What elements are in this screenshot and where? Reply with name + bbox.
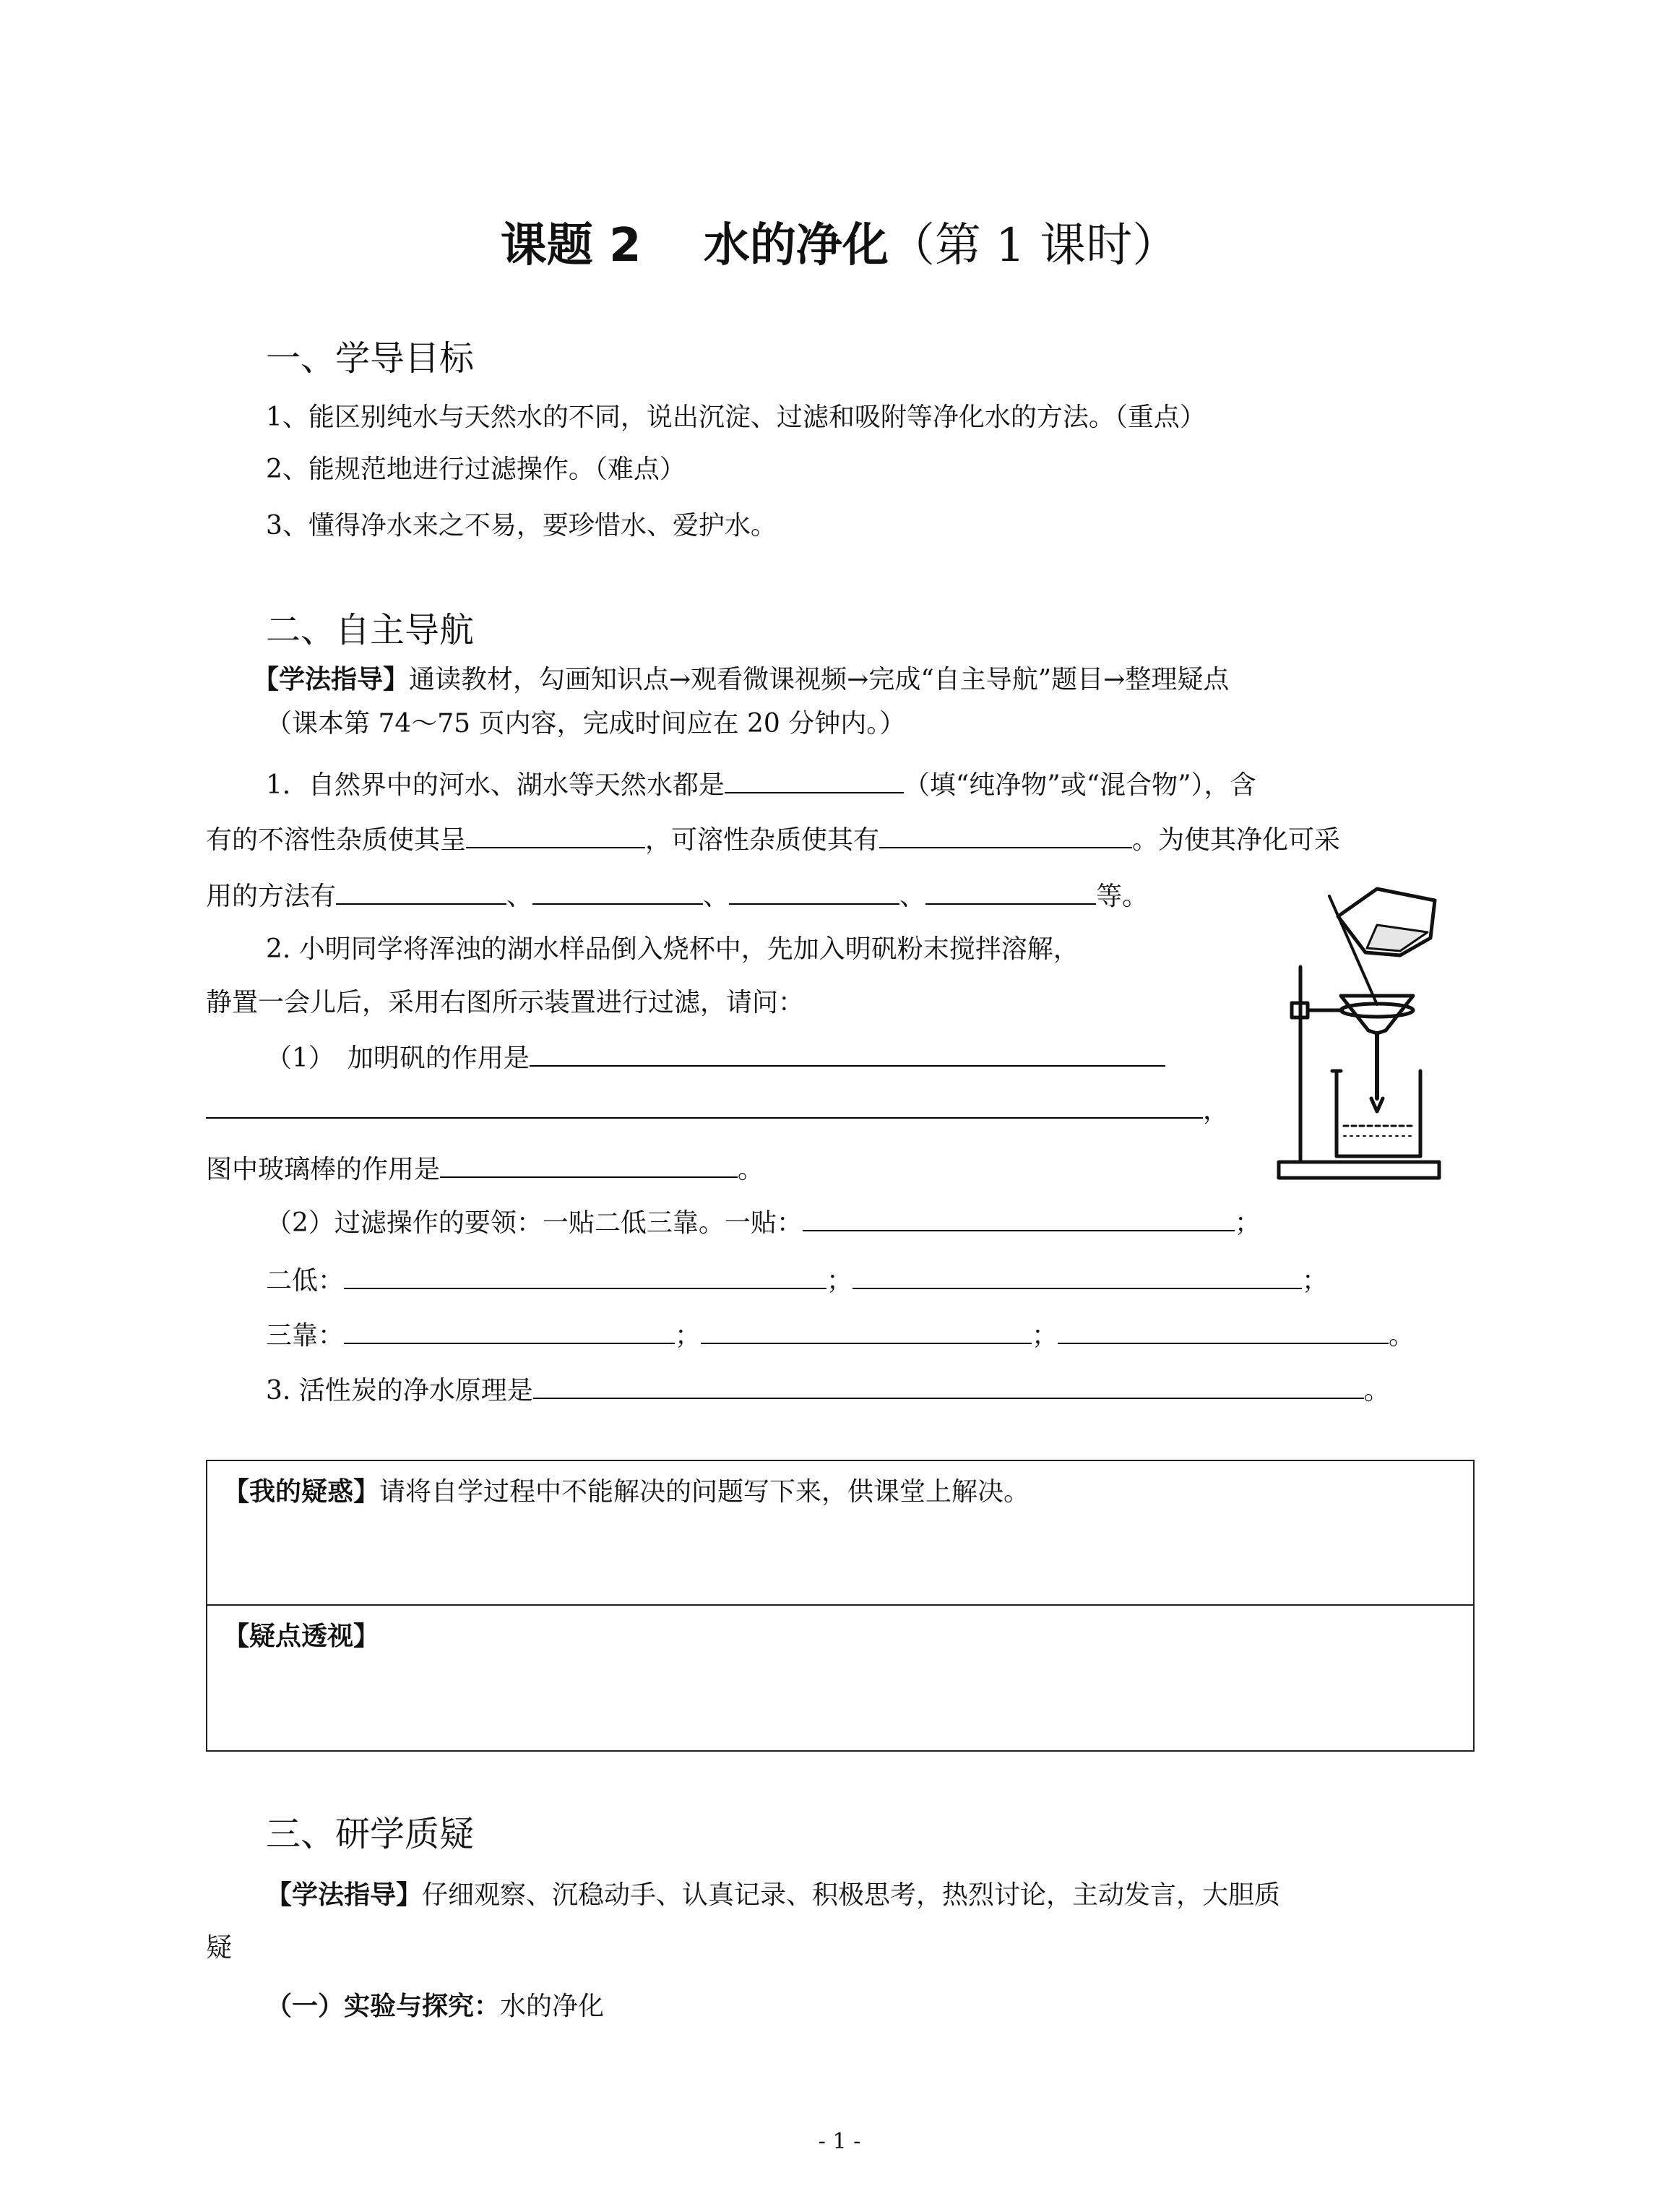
glass-rod [1329,896,1377,1004]
blank-field[interactable] [925,876,1096,905]
blank-field[interactable] [532,876,703,905]
blank-field[interactable] [533,1370,1364,1399]
page-title [0,217,1679,275]
blank-field[interactable] [206,1090,1203,1119]
objective-1: 1、能区别纯水与天然水的不同，说出沉淀、过滤和吸附等净化水的方法。（重点） [266,403,1206,432]
blank-field[interactable] [336,876,506,905]
blank-field[interactable] [729,876,899,905]
question-2-part1-cont: ， [206,1090,1229,1128]
section1-heading: 一、学导目标 [266,338,475,379]
study-guide-text: 通读教材，勾画知识点→观看微课视频→完成“自主导航”题目→整理疑点 [409,665,1230,694]
blank-field[interactable] [344,1315,675,1344]
study-guide [253,662,1229,697]
question-3: 3. 活性炭的净水原理是 。 [266,1370,1390,1408]
section3-study-guide-cont: 疑 [206,1933,233,1963]
blank-field[interactable] [1058,1315,1389,1344]
question-1-line2: 有的不溶性杂质使其呈 ，可溶性杂质使其有 。为使其净化可采 [206,819,1340,858]
doubts-box[interactable] [206,1460,1475,1606]
question-2-line1: 2. 小明同学将浑浊的湖水样品倒入烧杯中，先加入明矾粉末搅拌溶解， [266,934,1079,964]
blank-field[interactable] [466,819,645,848]
blank-field[interactable] [440,1149,738,1178]
title-main: 课题 2 水的净化 [500,219,889,272]
blank-field[interactable] [701,1315,1032,1344]
section3-heading: 三、研学质疑 [266,1814,475,1854]
doubts-label: 【我的疑惑】请将自学过程中不能解决的问题写下来，供课堂上解决。 [223,1476,1030,1507]
objective-2: 2、能规范地进行过滤操作。（难点） [266,455,686,484]
question-2-three-lean: 三靠： ； ； 。 [266,1315,1415,1354]
doubt-analysis-box[interactable] [206,1604,1475,1752]
experiment-heading: （一）实验与探究：水的净化 [266,1991,605,2021]
question-2-line2: 静置一会儿后，采用右图所示装置进行过滤，请问： [206,988,805,1017]
question-1-line3: 用的方法有 、 、 、 等。 [206,876,1148,914]
question-1-line1: 1．自然界中的河水、湖水等天然水都是 （填“纯净物”或“混合物”），含 [266,765,1256,803]
doubt-analysis-label: 【疑点透视】 [223,1621,380,1651]
blank-field[interactable] [725,765,904,793]
question-2-two-low: 二低： ； ； [266,1260,1328,1299]
stand-base [1279,1162,1439,1178]
question-2-part1: （1） 加明矾的作用是 [266,1038,1165,1076]
blank-field[interactable] [879,819,1132,848]
blank-field[interactable] [853,1260,1302,1289]
question-2-part1b: 图中玻璃棒的作用是 。 [206,1149,764,1187]
title-sub: （第 1 课时） [888,219,1179,272]
blank-field[interactable] [344,1260,826,1289]
blank-field[interactable] [803,1202,1235,1231]
objective-3: 3、懂得净水来之不易，要珍惜水、爱护水。 [266,511,777,541]
blank-field[interactable] [530,1038,1165,1067]
section3-study-guide: 【学法指导】仔细观察、沉稳动手、认真记录、积极思考，热烈讨论，主动发言，大胆质 [266,1880,1281,1910]
question-2-part2: （2）过滤操作的要领：一贴二低三靠。一贴： ； [266,1202,1261,1241]
filtration-apparatus-figure [1257,882,1452,1185]
section2-heading: 二、自主导航 [266,610,475,650]
study-guide-note: （课本第 74～75 页内容，完成时间应在 20 分钟内。） [266,709,906,739]
page-number: - 1 - [818,2129,861,2154]
study-guide-label: 【学法指导】 [253,664,410,694]
